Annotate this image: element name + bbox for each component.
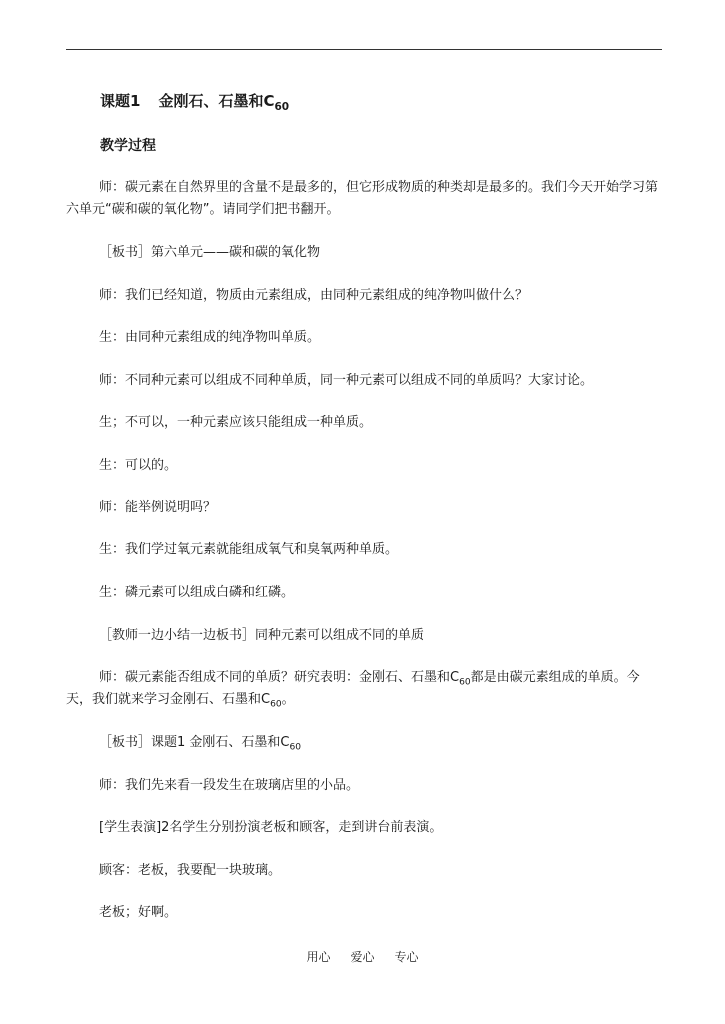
paragraph: 师：碳元素能否组成不同的单质？研究表明：金刚石、石墨和$C_{60}$都是由碳元素组成的单质。今天，我们就来学习金刚石、石墨和$C_{60}$。 (66, 670, 640, 710)
paragraph: ［板书］课题1 金刚石、石墨和$C_{60}$ (99, 735, 302, 753)
paragraph: 师：能举例说明吗？ (99, 500, 217, 515)
paragraph: 生：磷元素可以组成白磷和红磷。 (99, 585, 295, 600)
paragraph: 生：由同种元素组成的纯净物叫单质。 (99, 330, 321, 345)
lesson-topic: 金刚石、石墨和 (158, 92, 264, 110)
footer-text: 爱心 (350, 950, 375, 964)
section-heading: 教学过程 (100, 138, 156, 154)
lesson-formula-sub: 60 (274, 101, 290, 113)
header-rule (66, 49, 662, 50)
paragraph: ［板书］第六单元——碳和碳的氧化物 (99, 245, 321, 260)
lesson-number: 课题1 (100, 92, 141, 110)
paragraph: 师：我们已经知道，物质由元素组成，由同种元素组成的纯净物叫做什么？ (99, 288, 529, 303)
footer-text: 专心 (394, 950, 419, 964)
paragraph: 师：碳元素在自然界里的含量不是最多的，但它形成物质的种类却是最多的。我们今天开始学习第六单元“碳和碳的氧化物”。请同学们把书翻开。 (66, 180, 659, 217)
paragraph: 生：我们学过氧元素就能组成氧气和臭氧两种单质。 (99, 542, 399, 557)
paragraph: [学生表演]2名学生分别扮演老板和顾客，走到讲台前表演。 (99, 820, 443, 835)
paragraph: 顾客：老板，我要配一块玻璃。 (99, 863, 282, 878)
paragraph: 师：不同种元素可以组成不同种单质，同一种元素可以组成不同的单质吗？大家讨论。 (99, 373, 594, 388)
paragraph: ［教师一边小结一边板书］同种元素可以组成不同的单质 (99, 628, 425, 643)
page-footer (0, 947, 725, 967)
lesson-title (100, 90, 289, 112)
paragraph: 老板；好啊。 (99, 905, 178, 920)
lesson-formula: C (263, 92, 275, 110)
footer-text: 用心 (306, 950, 331, 964)
paragraph: 生；不可以，一种元素应该只能组成一种单质。 (99, 415, 373, 430)
paragraph: 生：可以的。 (99, 458, 178, 473)
paragraph: 师：我们先来看一段发生在玻璃店里的小品。 (99, 778, 360, 793)
